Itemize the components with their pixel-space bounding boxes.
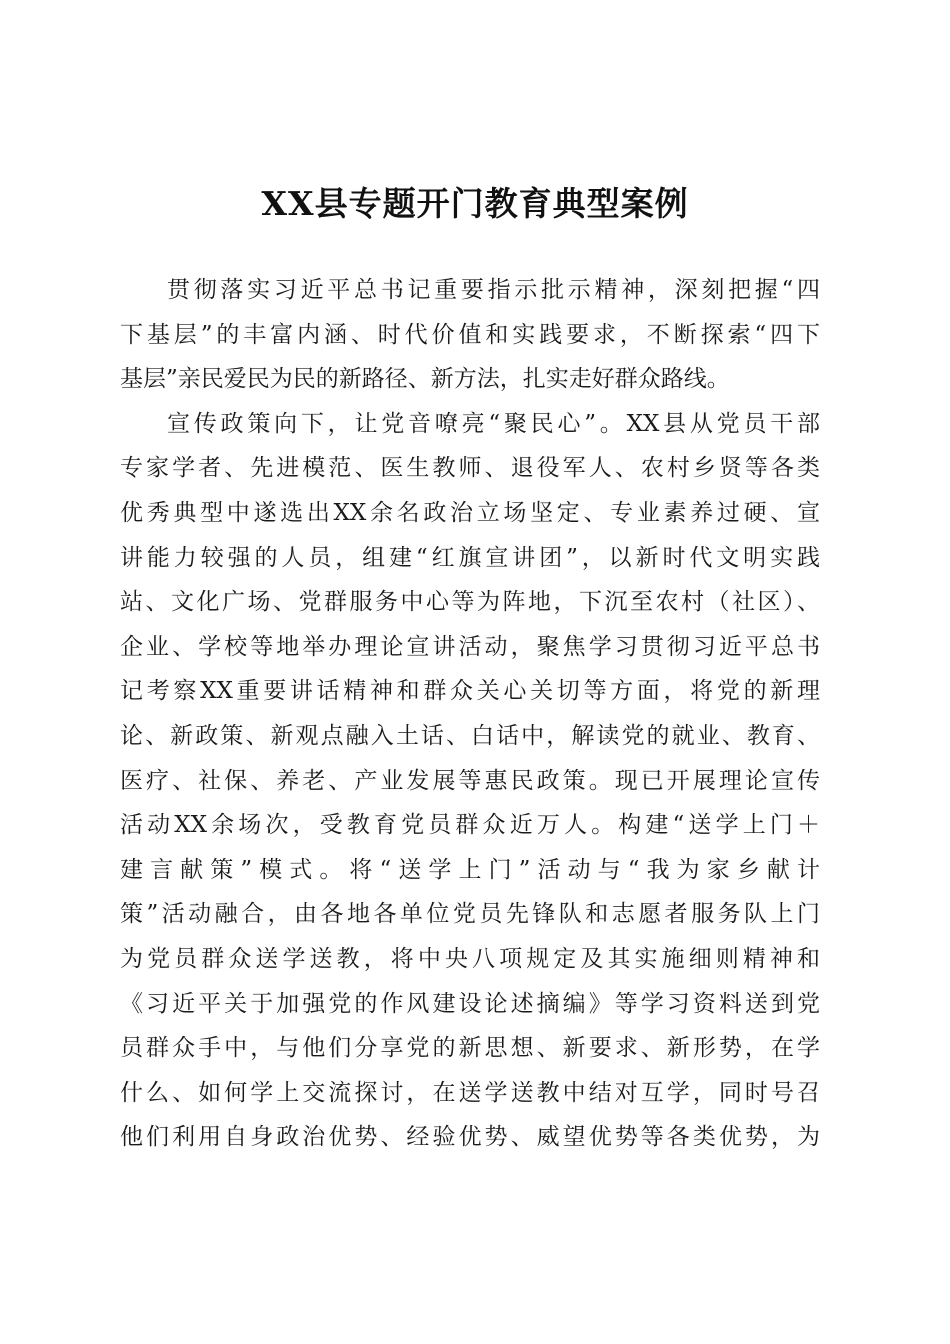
paragraph-line: 《习近平关于加强党的作风建设论述摘编》等学习资料送到党 bbox=[120, 990, 820, 1017]
paragraph-line: 企业、学校等地举办理论宣讲活动，聚焦学习贯彻习近平总书 bbox=[120, 633, 820, 660]
document-title: XX县专题开门教育典型案例 bbox=[261, 184, 689, 223]
paragraph-line: 专家学者、先进模范、医生教师、退役军人、农村乡贤等各类 bbox=[120, 455, 820, 482]
paragraph-2 bbox=[120, 402, 820, 1160]
paragraph-line: 基层”亲民爱民为民的新路径、新方法，扎实走好群众路线。 bbox=[120, 366, 730, 393]
paragraph-line: 讲能力较强的人员，组建“红旗宣讲团”，以新时代文明实践 bbox=[120, 544, 820, 571]
paragraph-line: 宣传政策向下，让党音嘹亮“聚民心”。XX县从党员干部 bbox=[167, 410, 820, 437]
paragraph-line: 论、新政策、新观点融入土话、白话中，解读党的就业、教育、 bbox=[120, 722, 820, 749]
paragraph-line: 下基层”的丰富内涵、时代价值和实践要求，不断探索“四下 bbox=[120, 321, 820, 348]
paragraph-line: 为党员群众送学送教，将中央八项规定及其实施细则精神和 bbox=[120, 945, 820, 972]
paragraph-line: 站、文化广场、党群服务中心等为阵地，下沉至农村（社区）、 bbox=[120, 589, 820, 616]
paragraph-1 bbox=[120, 268, 820, 402]
paragraph-line: 记考察XX重要讲话精神和群众关心关切等方面，将党的新理 bbox=[120, 678, 820, 705]
paragraph-line: 什么、如何学上交流探讨，在送学送教中结对互学，同时号召 bbox=[120, 1079, 820, 1106]
paragraph-line: 贯彻落实习近平总书记重要指示批示精神，深刻把握“四 bbox=[167, 277, 820, 303]
paragraph-line: 策”活动融合，由各地各单位党员先锋队和志愿者服务队上门 bbox=[120, 901, 820, 928]
document-body bbox=[120, 268, 820, 1160]
paragraph-line: 医疗、社保、养老、产业发展等惠民政策。现已开展理论宣传 bbox=[120, 767, 820, 794]
paragraph-line: 他们利用自身政治优势、经验优势、威望优势等各类优势，为 bbox=[120, 1124, 820, 1151]
paragraph-line: 优秀典型中遂选出XX余名政治立场坚定、专业素养过硬、宣 bbox=[120, 499, 820, 526]
paragraph-line: 活动XX余场次，受教育党员群众近万人。构建“送学上门＋ bbox=[120, 812, 820, 839]
paragraph-line: 员群众手中，与他们分享党的新思想、新要求、新形势，在学 bbox=[120, 1035, 820, 1062]
paragraph-line: 建言献策”模式。将“送学上门”活动与“我为家乡献计 bbox=[120, 856, 820, 883]
